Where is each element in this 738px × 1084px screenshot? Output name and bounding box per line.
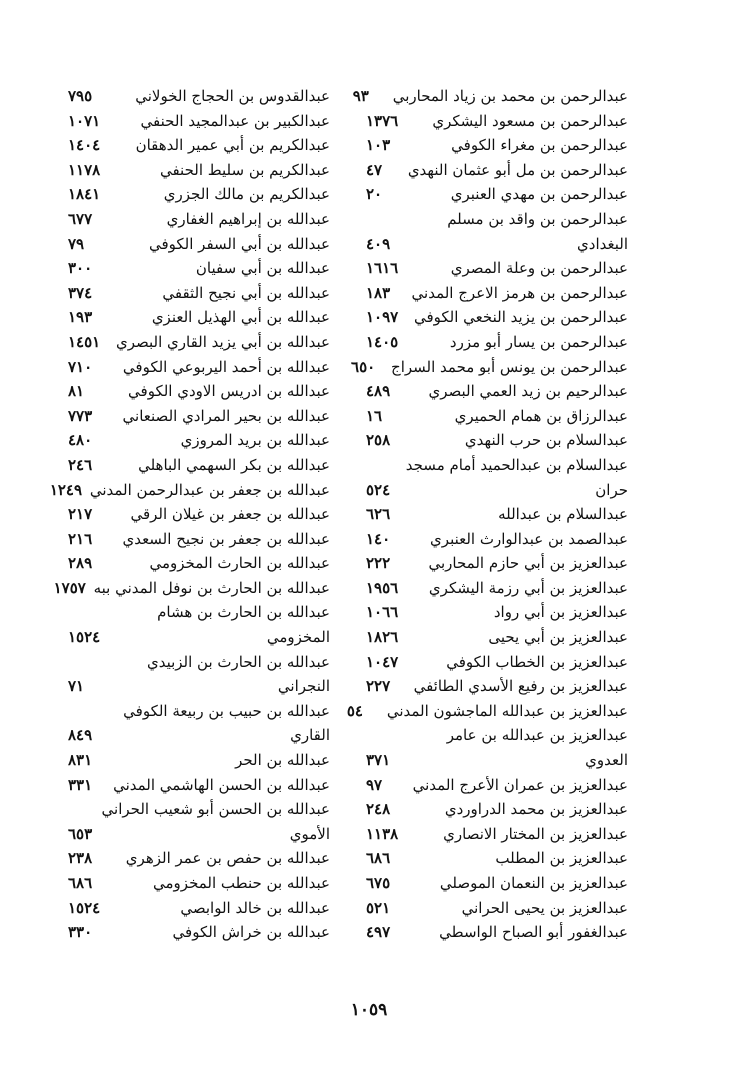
entry-page-number: ٢٤٦ (68, 455, 93, 474)
entry-name: عبدالله بن الحارث بن الزبيدي (146, 652, 330, 671)
index-entry (68, 453, 330, 478)
entry-name: عبدالله بن جعفر بن نجيح السعدي (122, 529, 330, 548)
entry-page-number: ١٣٧٦ (366, 111, 399, 130)
index-entry (366, 797, 628, 822)
entry-page-number: ١٤٠٥ (366, 332, 399, 351)
entry-name: الأموي (289, 824, 330, 843)
entry-page-number: ٣٣٠ (68, 923, 93, 942)
entry-page-number: ٤٠٩ (366, 234, 391, 253)
entry-page-number: ١٨٤١ (68, 185, 101, 204)
entry-page-number: ٣٧١ (366, 751, 391, 770)
index-entry (366, 650, 628, 675)
index-entry (68, 650, 330, 675)
entry-page-number: ١١٧٨ (68, 160, 101, 179)
entry-page-number: ٨١ (68, 382, 85, 401)
entry-name: عبدالرحمن بن محمد بن زياد المحاربي (392, 87, 628, 105)
entry-page-number: ٤٩٧ (366, 923, 391, 942)
index-entry (366, 256, 628, 281)
entry-page-number: ١٠٦٦ (366, 603, 399, 622)
entry-name: عبدالعزيز بن أبي رواد (493, 603, 628, 622)
index-entry (68, 773, 330, 798)
entry-name: عبدالله بن الحر (235, 751, 330, 770)
index-entry (366, 109, 628, 134)
entry-name: عبدالعزيز بن عمران الأعرج المدني (412, 775, 628, 794)
index-entry (352, 84, 628, 109)
entry-name: حران (595, 480, 628, 499)
entry-page-number: ٤٨٠ (68, 431, 93, 450)
index-entry (366, 527, 628, 552)
index-entry (366, 330, 628, 355)
entry-name: عبدالله بن أبي سفيان (195, 259, 330, 278)
entry-name: عبدالرحمن بن واقد بن مسلم (447, 209, 628, 228)
index-entry (68, 625, 330, 650)
entry-name: عبدالرحمن بن وعلة المصري (450, 259, 628, 278)
index-entry (68, 182, 330, 207)
entry-page-number: ٧١٠ (68, 357, 93, 376)
entry-name: عبدالله بن أبي السفر الكوفي (148, 234, 330, 253)
index-entry (68, 822, 330, 847)
index-entry (68, 674, 330, 699)
entry-name: عبدالله بن ادريس الاودي الكوفي (128, 382, 330, 401)
entry-name: عبدالعزيز بن أبي حازم المحاربي (428, 554, 628, 573)
entry-page-number: ٤٧ (366, 160, 383, 179)
entry-page-number: ٧١ (68, 677, 85, 696)
entry-page-number: ٢١٧ (68, 505, 93, 524)
index-entry (68, 871, 330, 896)
entry-name: عبدالعزيز بن يحيى الحراني (461, 898, 628, 917)
index-entry (68, 502, 330, 527)
index-entry (366, 748, 628, 773)
index-entry (68, 600, 330, 625)
entry-name: عبدالرزاق بن همام الحميري (454, 406, 628, 425)
entry-page-number: ١٤٥١ (68, 332, 101, 351)
entry-name: عبدالعزيز بن النعمان الموصلي (439, 874, 628, 892)
entry-page-number: ٨٤٩ (68, 726, 93, 745)
entry-page-number: ٦٨٦ (68, 874, 93, 892)
index-entry (68, 281, 330, 306)
entry-name: عبدالله بن أحمد اليربوعي الكوفي (122, 357, 330, 376)
index-entry (366, 822, 628, 847)
index-entry (68, 920, 330, 945)
entry-name: عبدالكريم بن مالك الجزري (163, 185, 330, 204)
entry-name: عبدالله بن جعفر بن عبدالرحمن المدني (89, 480, 330, 499)
index-entry (68, 109, 330, 134)
index-entry (53, 576, 330, 601)
entry-name: عبدالرحمن بن يسار أبو مزرد (449, 332, 628, 351)
entry-name: عبدالله بن الحارث بن هشام (157, 603, 330, 622)
entry-page-number: ١٨٢٦ (366, 628, 399, 647)
entry-name: عبدالرحمن بن مسعود اليشكري (432, 111, 628, 130)
entry-name: المخزومي (266, 628, 330, 647)
index-entry (68, 551, 330, 576)
entry-name: عبدالله بن خالد الوابصي (180, 898, 330, 917)
index-entry (68, 84, 330, 109)
entry-page-number: ١٦ (366, 406, 383, 425)
entry-page-number: ٩٣ (352, 87, 369, 105)
entry-page-number: ١٥٢٤ (68, 898, 101, 917)
entry-page-number: ١٠٩٧ (366, 308, 399, 327)
entry-name: عبدالعزيز بن أبي يحيى (488, 628, 628, 647)
entry-name: القاري (290, 726, 330, 745)
entry-name: عبدالله بن حفص بن عمر الزهري (125, 849, 330, 868)
index-entry (68, 330, 330, 355)
index-entry (68, 797, 330, 822)
index-entry (366, 871, 628, 896)
index-entry (68, 305, 330, 330)
index-entry (68, 428, 330, 453)
entry-page-number: ٢٣٨ (68, 849, 93, 868)
index-entry (366, 773, 628, 798)
index-entry (366, 723, 628, 748)
entry-name: عبدالعزيز بن رفيع الأسدي الطائفي (413, 677, 628, 696)
entry-name: عبدالله بن الحارث بن نوفل المدني ببه (93, 578, 330, 597)
entry-name: العدوي (585, 751, 628, 770)
entry-name: النجراني (277, 677, 330, 696)
index-entry (346, 699, 628, 724)
index-entry (366, 281, 628, 306)
entry-page-number: ١٩٣ (68, 308, 93, 327)
entry-name: عبدالرحمن بن مهدي العنبري (450, 185, 628, 204)
index-entry (68, 527, 330, 552)
index-column-right (346, 84, 628, 945)
index-entry (351, 355, 628, 380)
entry-page-number: ٥٤ (346, 701, 363, 720)
entry-name: عبدالعزيز بن المختار الانصاري (443, 824, 628, 843)
entry-name: عبدالكريم بن سليط الحنفي (159, 160, 330, 179)
entry-page-number: ٦٥٣ (68, 824, 93, 843)
index-entry (68, 699, 330, 724)
index-entry (366, 600, 628, 625)
entry-page-number: ٢٠ (366, 185, 383, 204)
index-column-left (49, 84, 330, 945)
entry-page-number: ٦٧٥ (366, 874, 391, 892)
index-entry (366, 428, 628, 453)
entry-name: عبدالغفور أبو الصباح الواسطي (439, 923, 628, 942)
entry-page-number: ١٢٤٩ (49, 480, 83, 499)
entry-name: عبدالعزيز بن الخطاب الكوفي (446, 652, 628, 671)
entry-page-number: ١١٣٨ (366, 824, 399, 843)
entry-name: عبدالله بن أبي نجيح الثقفي (162, 283, 330, 302)
entry-page-number: ٣٧٤ (68, 283, 93, 302)
index-entry (366, 453, 628, 478)
entry-name: عبدالله بن أبي يزيد القاري البصري (115, 332, 330, 351)
index-entry (68, 379, 330, 404)
entry-name: عبدالله بن جعفر بن غيلان الرقي (130, 505, 330, 524)
entry-page-number: ٢٥٨ (366, 431, 391, 450)
entry-page-number: ٥٢١ (366, 898, 391, 917)
index-entry (68, 846, 330, 871)
index-entry (68, 404, 330, 429)
entry-name: عبدالله بن حنطب المخزومي (153, 874, 330, 892)
page-number: ١٠٥٩ (350, 1000, 388, 1020)
entry-name: عبدالله بن إبراهيم الغفاري (166, 209, 330, 228)
entry-name: عبدالله بن بكر السهمي الباهلي (138, 455, 330, 474)
index-entry (49, 478, 330, 503)
entry-page-number: ٧٩ (68, 234, 85, 253)
entry-page-number: ١٧٥٧ (53, 578, 86, 597)
entry-page-number: ٣٠٠ (68, 259, 93, 278)
index-entry (366, 896, 628, 921)
index-entry (366, 920, 628, 945)
entry-name: عبدالله بن بريد المروزي (180, 431, 330, 450)
entry-name: عبدالعزيز بن محمد الدراوردي (444, 800, 628, 819)
entry-page-number: ٦٢٦ (366, 505, 391, 524)
index-entry (366, 207, 628, 232)
entry-page-number: ١٤٠ (366, 529, 391, 548)
entry-page-number: ١٠٤٧ (366, 652, 399, 671)
entry-page-number: ٣٣١ (68, 775, 93, 794)
entry-page-number: ١٤٠٤ (68, 136, 101, 155)
index-entry (366, 625, 628, 650)
entry-name: عبدالله بن حبيب بن ربيعة الكوفي (123, 701, 330, 720)
entry-page-number: ١٦١٦ (366, 259, 399, 278)
entry-name: عبدالعزيز بن المطلب (495, 849, 628, 868)
index-entry (366, 133, 628, 158)
entry-name: عبدالله بن خراش الكوفي (172, 923, 330, 942)
index-entry (68, 133, 330, 158)
entry-name: عبدالسلام بن حرب النهدي (464, 431, 628, 450)
entry-page-number: ٥٢٤ (366, 480, 391, 499)
index-entry (366, 182, 628, 207)
entry-page-number: ١٥٢٤ (68, 628, 101, 647)
entry-page-number: ٧٩٥ (68, 87, 93, 105)
entry-page-number: ٢٢٢ (366, 554, 391, 573)
entry-name: عبدالرحمن بن يونس أبو محمد السراج (391, 357, 628, 376)
index-entry (366, 305, 628, 330)
entry-page-number: ٩٧ (366, 775, 383, 794)
index-entry (68, 896, 330, 921)
index-entry (68, 748, 330, 773)
entry-name: عبدالرحيم بن زيد العمي البصري (428, 382, 628, 401)
index-entry (366, 674, 628, 699)
entry-name: عبدالكريم بن أبي عمير الدهقان (135, 136, 330, 155)
entry-name: عبدالعزيز بن أبي رزمة اليشكري (428, 578, 628, 597)
entry-name: عبدالله بن الحسن أبو شعيب الحراني (101, 800, 330, 819)
index-entry (68, 723, 330, 748)
entry-name: عبدالسلام بن عبدالله (498, 505, 628, 524)
entry-page-number: ١٠٣ (366, 136, 391, 155)
entry-page-number: ٦٧٧ (68, 209, 93, 228)
index-entry (366, 478, 628, 503)
index-entry (68, 232, 330, 257)
index-entry (68, 256, 330, 281)
entry-name: عبدالرحمن بن مغراء الكوفي (451, 136, 628, 155)
entry-name: عبدالله بن أبي الهذيل العنزي (151, 308, 330, 327)
entry-page-number: ٦٨٦ (366, 849, 391, 868)
entry-page-number: ١٨٣ (366, 283, 391, 302)
entry-name: عبدالكبير بن عبدالمجيد الحنفي (140, 111, 330, 130)
entry-name: عبدالله بن الحسن الهاشمي المدني (113, 775, 330, 794)
index-entry (366, 232, 628, 257)
entry-page-number: ٢٨٩ (68, 554, 93, 573)
entry-page-number: ٢٤٨ (366, 800, 391, 819)
entry-name: عبدالله بن بحير المرادي الصنعاني (122, 406, 330, 425)
entry-name: عبدالرحمن بن مل أبو عثمان النهدي (407, 160, 628, 179)
entry-page-number: ٤٨٩ (366, 382, 391, 401)
entry-name: عبدالرحمن بن يزيد النخعي الكوفي (413, 308, 628, 327)
entry-page-number: ٢١٦ (68, 529, 93, 548)
index-entry (68, 355, 330, 380)
index-entry (68, 158, 330, 183)
index-entry (366, 158, 628, 183)
entry-name: عبدالعزيز بن عبدالله بن عامر (446, 726, 628, 745)
entry-name: عبدالسلام بن عبدالحميد أمام مسجد (405, 455, 628, 474)
entry-page-number: ١٠٧١ (68, 111, 101, 130)
entry-page-number: ١٩٥٦ (366, 578, 399, 597)
index-entry (366, 846, 628, 871)
entry-name: عبدالله بن الحارث المخزومي (149, 554, 330, 573)
index-entry (366, 379, 628, 404)
entry-name: عبدالصمد بن عبدالوارث العنبري (430, 529, 628, 548)
entry-page-number: ٦٥٠ (351, 357, 376, 376)
index-entry (366, 551, 628, 576)
entry-name: عبدالرحمن بن هرمز الاعرج المدني (411, 283, 628, 302)
entry-page-number: ٧٧٣ (68, 406, 93, 425)
entry-page-number: ٨٣١ (68, 751, 93, 770)
index-entry (68, 207, 330, 232)
entry-name: البغدادي (577, 234, 628, 253)
index-entry (366, 404, 628, 429)
entry-page-number: ٢٢٧ (366, 677, 391, 696)
entry-name: عبدالقدوس بن الحجاج الخولاني (135, 87, 330, 105)
index-entry (366, 502, 628, 527)
index-entry (366, 576, 628, 601)
entry-name: عبدالعزيز بن عبدالله الماجشون المدني (386, 701, 628, 720)
